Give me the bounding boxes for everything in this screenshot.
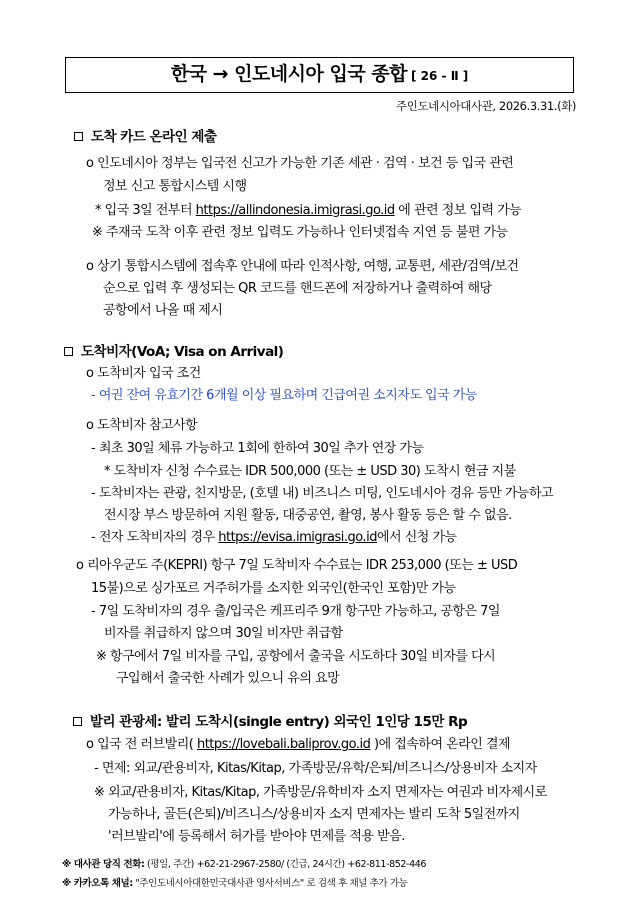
section-title: 발리 관광세: 발리 도착시(single entry) 외국인 1인당 15만 Rp [90, 714, 468, 730]
text-line: o 인도네시아 정부는 입국전 신고가 가능한 기존 세관 · 검역 · 보건 등 입국 관련 [86, 156, 514, 171]
text-line: ※ 항구에서 7일 비자를 구입, 공항에서 출국을 시도하다 30일 비자를 다시 [96, 649, 496, 664]
text-line: - 최초 30일 체류 가능하고 1회에 한하여 30일 추가 연장 가능 [91, 441, 424, 456]
text-line: 정보 신고 통합시스템 시행 [103, 179, 247, 194]
text-line: - 면제: 외교/관용비자, Kitas/Kitap, 가족방문/유학/은퇴/비즈니스/상용비자 소지자 [94, 761, 537, 776]
checkbox-bullet-icon [73, 717, 82, 726]
issue-date: 주인도네시아대사관, 2026.3.31.(화) [396, 99, 576, 113]
text-line: - 7일 도착비자의 경우 출/입국은 케프리주 9개 항구만 가능하고, 공항은 7일 [91, 604, 500, 619]
footer-phone [62, 856, 426, 870]
section-title: 도착 카드 온라인 제출 [91, 129, 217, 145]
text-line: 비자를 취급하지 않으며 30일 비자만 취급함 [104, 626, 343, 641]
lovebali-link[interactable]: https://lovebali.baliprov.go.id [196, 737, 371, 752]
footer-text: (평일, 주간) +62-21-2967-2580/ (긴급, 24시간) +62-811-852-446 [144, 859, 426, 870]
footer-text: "주인도네시아대한민국대사관 영사서비스" 로 검색 후 채널 추가 가능 [132, 878, 408, 889]
text-line [86, 736, 510, 754]
text-line: o 리아우군도 주(KEPRI) 항구 7일 도착비자 수수료는 IDR 253,000 (또는 ± USD [76, 558, 518, 573]
text-part: o 입국 전 러브발리( [86, 737, 197, 752]
text-line: o 상기 통합시스템에 접속후 안내에 따라 인적사항, 여행, 교통편, 세관/검역/보건 [86, 259, 519, 274]
text-line: ※ 외교/관용비자, Kitas/Kitap, 가족방문/유학비자 소지 면제자는 여권과 비자제시로 [94, 785, 547, 800]
section-title: 도착비자(VoA; Visa on Arrival) [81, 344, 284, 360]
section-bali-tax [73, 713, 467, 731]
text-line [91, 529, 457, 547]
text-line-highlight: - 여권 잔여 유효기간 6개월 이상 필요하며 긴급여권 소지자도 입국 가능 [91, 388, 477, 403]
footer-label: ※ 카카오톡 채널: [62, 878, 133, 889]
evisa-link[interactable]: https://evisa.imigrasi.go.id [218, 530, 377, 545]
text-line: 전시장 부스 방문하여 지원 활동, 대중공연, 촬영, 봉사 활동 등은 할 수 없음. [104, 508, 512, 523]
text-line: '러브발리'에 등록해서 허가를 받아야 면제를 적용 받음. [108, 829, 405, 844]
text-line: - 도착비자는 관광, 친지방문, (호텔 내) 비즈니스 미팅, 인도네시아 경유 등만 가능하고 [91, 486, 554, 501]
text-line: 공항에서 나올 때 제시 [103, 303, 223, 318]
text-line: o 도착비자 참고사항 [86, 418, 198, 433]
text-line: o 도착비자 입국 조건 [86, 366, 201, 381]
text-part: * 입국 3일 전부터 [95, 203, 196, 218]
text-part: - 전자 도착비자의 경우 [91, 530, 219, 545]
footer-label: ※ 대사관 당직 전화: [62, 859, 145, 870]
text-part: 에서 신청 가능 [376, 530, 457, 545]
title-code: [ 26 - Ⅱ ] [411, 69, 469, 83]
text-line: * 도착비자 신청 수수료는 IDR 500,000 (또는 ± USD 30) 도착시 현금 지불 [104, 464, 516, 479]
text-line [95, 202, 521, 220]
section-visa-on-arrival [64, 343, 283, 361]
text-line: 가능하나, 골든(은퇴)/비즈니스/상용비자 소지 면제자는 발리 도착 5일전까지 [108, 807, 520, 822]
footer-kakao [62, 875, 407, 889]
section-arrival-card [74, 128, 216, 146]
text-line: 순으로 입력 후 생성되는 QR 코드를 핸드폰에 저장하거나 출력하여 해당 [103, 281, 492, 296]
allindonesia-link[interactable]: https://allindonesia.imigrasi.go.id [195, 203, 395, 218]
title-box [65, 57, 574, 93]
text-line: ※ 주재국 도착 이후 관련 정보 입력도 가능하나 인터넷접속 지연 등 불편 가능 [92, 225, 508, 240]
text-part: 에 관련 정보 입력 가능 [394, 203, 522, 218]
page-title: 한국 → 인도네시아 입국 종합 [170, 63, 407, 85]
text-line: 15불)으로 싱가포르 거주허가를 소지한 외국인(한국인 포함)만 가능 [91, 581, 456, 596]
checkbox-bullet-icon [64, 347, 73, 356]
text-part: )에 접속하여 온라인 결제 [370, 737, 511, 752]
text-line: 구입해서 출국한 사례가 있으니 유의 요망 [116, 671, 340, 686]
checkbox-bullet-icon [74, 132, 83, 141]
